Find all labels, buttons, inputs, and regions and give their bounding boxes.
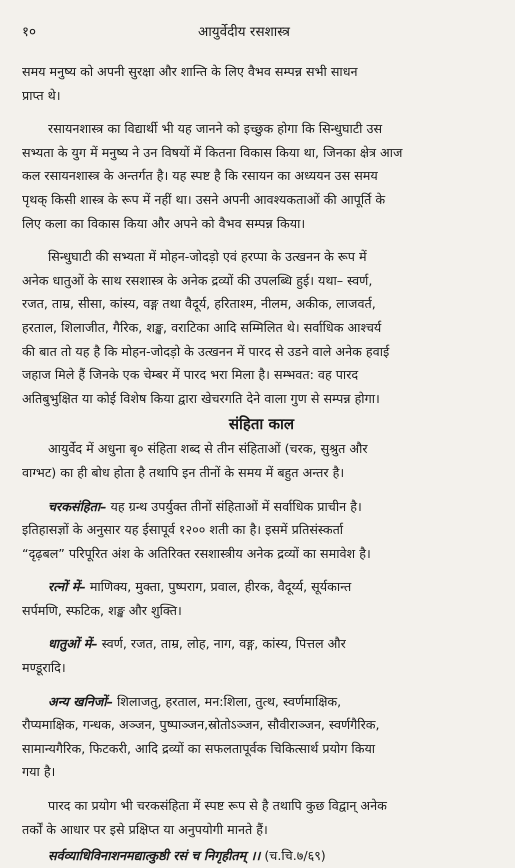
text-line: लिए कला का विकास किया और अपने को वैभव सम्पन्न किया।: [22, 215, 306, 231]
text-line: इतिहासज्ञों के अनुसार यह ईसापूर्व १२०० शती का है। इसमें प्रतिसंस्कर्ता: [22, 522, 344, 538]
text-line: प्राप्त थे।: [22, 87, 61, 103]
text-line: अनेक धातुओं के साथ रसशास्त्र के अनेक द्रव्यों की उपलब्धि हुई। यथा– स्वर्ण,: [22, 272, 373, 288]
text-line: जहाज मिले हैं जिनके एक चेम्बर में पारद भरा मिला है। सम्भवत: वह पारद: [22, 367, 359, 383]
text-line: रजत, ताम्र, सीसा, कांस्य, वङ्ग तथा वैदूर्य, हरिताश्म, नीलम, अकीक, लाजवर्त,: [22, 296, 376, 312]
text-line: “दृढ़बल” परिपूरित अंश के अतिरिक्त रसशास्त्रीय अनेक द्रव्यों का समावेश है।: [22, 545, 371, 561]
paragraph-khanij: [22, 690, 501, 784]
term-ratna: रत्नों में–: [48, 579, 86, 595]
text-line: आयुर्वेद में अधुना बृ० संहिता शब्द से तीन संहिताओं (चरक, सुश्रुत और: [48, 441, 368, 457]
text-line: तर्कों के आधार पर इसे प्रक्षिप्त या अनुपयोगी मानते हैं।: [22, 821, 268, 837]
page-body: [22, 60, 501, 868]
text-line: कल रसायनशास्त्र के अन्तर्गत है। यह स्पष्ट है कि रसायन का अध्ययन उस समय: [22, 168, 378, 184]
term-dhatu: धातुओं में–: [48, 636, 98, 652]
page-number: १०: [22, 24, 37, 40]
paragraph-dhatu: [22, 632, 501, 679]
paragraph-indus-valley: [22, 245, 501, 410]
text-line: रौप्यमाक्षिक, गन्धक, अञ्जन, पुष्पाञ्जन,स्रोतोऽञ्जन, सौवीराञ्जन, स्वर्णगैरिक,: [22, 717, 380, 733]
text-line: सिन्धुघाटी की सभ्यता में मोहन-जोदड़ो एवं हरप्पा के उत्खनन के रूप में: [48, 249, 367, 265]
term-charak-samhita: चरकसंहिता–: [48, 498, 107, 514]
page-header: [22, 22, 501, 42]
verse-quote: [22, 844, 501, 868]
text-line: सर्पमणि, स्फटिक, शङ्ख और शुक्ति।: [22, 602, 182, 618]
text-line: रसायनशास्त्र का विद्यार्थी भी यह जानने को इच्छुक होगा कि सिन्धुघाटी उस: [48, 121, 383, 137]
paragraph-rasayan: [22, 117, 501, 235]
text-line: हरताल, शिलाजीत, गैरिक, शङ्ख, वराटिका आदि सम्मिलित थे। सर्वाधिक आश्चर्य: [22, 319, 382, 335]
running-title: आयुर्वेदीय रसशास्त्र: [198, 24, 290, 40]
verse-reference: (च.चि.७/६९): [264, 848, 326, 864]
section-heading: संहिता काल: [228, 415, 295, 434]
paragraph-continuation: [22, 60, 501, 107]
text-line: सभ्यता के युग में मनुष्य ने उन विषयों में कितना विकास किया था, जिनका क्षेत्र आज: [22, 144, 403, 160]
paragraph-parad: [22, 794, 501, 841]
term-khanij: अन्य खनिजों–: [48, 693, 113, 709]
text-line: मण्डूरादि।: [22, 660, 66, 676]
text-line: स्वर्ण, रजत, ताम्र, लोह, नाग, वङ्ग, कांस्य, पित्तल और: [101, 636, 346, 652]
text-line: शिलाजतु, हरताल, मन:शिला, तुत्थ, स्वर्णमाक्षिक,: [117, 693, 342, 709]
text-line: समय मनुष्य को अपनी सुरक्षा और शान्ति के लिए वैभव सम्पन्न सभी साधन: [22, 64, 358, 79]
text-line: यह ग्रन्थ उपर्युक्त तीनों संहिताओं में सर्वाधिक प्राचीन है।: [110, 498, 362, 514]
text-line: की बात तो यह है कि मोहन-जोदड़ो के उत्खनन में पारद से उडने वाले अनेक हवाई: [22, 343, 390, 359]
text-line: गया है।: [22, 764, 56, 780]
text-line: सामान्यगैरिक, फिटकरी, आदि द्रव्यों का सफलतापूर्वक चिकित्सार्थ प्रयोग किया: [22, 740, 376, 756]
text-line: पारद का प्रयोग भी चरकसंहिता में स्पष्ट रूप से है तथापि कुछ विद्वान् अनेक: [48, 798, 387, 814]
text-line: पृथक् किसी शास्त्र के रूप में नहीं था। उसने अपनी आवश्यकताओं की आपूर्ति के: [22, 191, 386, 207]
paragraph-ratna: [22, 575, 501, 622]
text-line: अतिबुभुक्षित या कोई विशेष किया द्वारा खेचरगति देने वाला गुण से सम्पन्न होगा।: [22, 390, 380, 406]
verse-text: सर्वव्याधिविनाशनमद्यात्कुष्ठी रसं च निगृहीतम् ।।: [48, 848, 261, 864]
text-line: माणिक्य, मुक्ता, पुष्पराग, प्रवाल, हीरक, वैदूर्य्य, सूर्यकान्त: [89, 579, 352, 595]
paragraph-samhita-intro: [22, 437, 501, 484]
text-line: वाग्भट) का ही बोध होता है तथापि इन तीनों के समय में बहुत अन्तर है।: [22, 464, 345, 480]
paragraph-charak-samhita: [22, 495, 501, 566]
